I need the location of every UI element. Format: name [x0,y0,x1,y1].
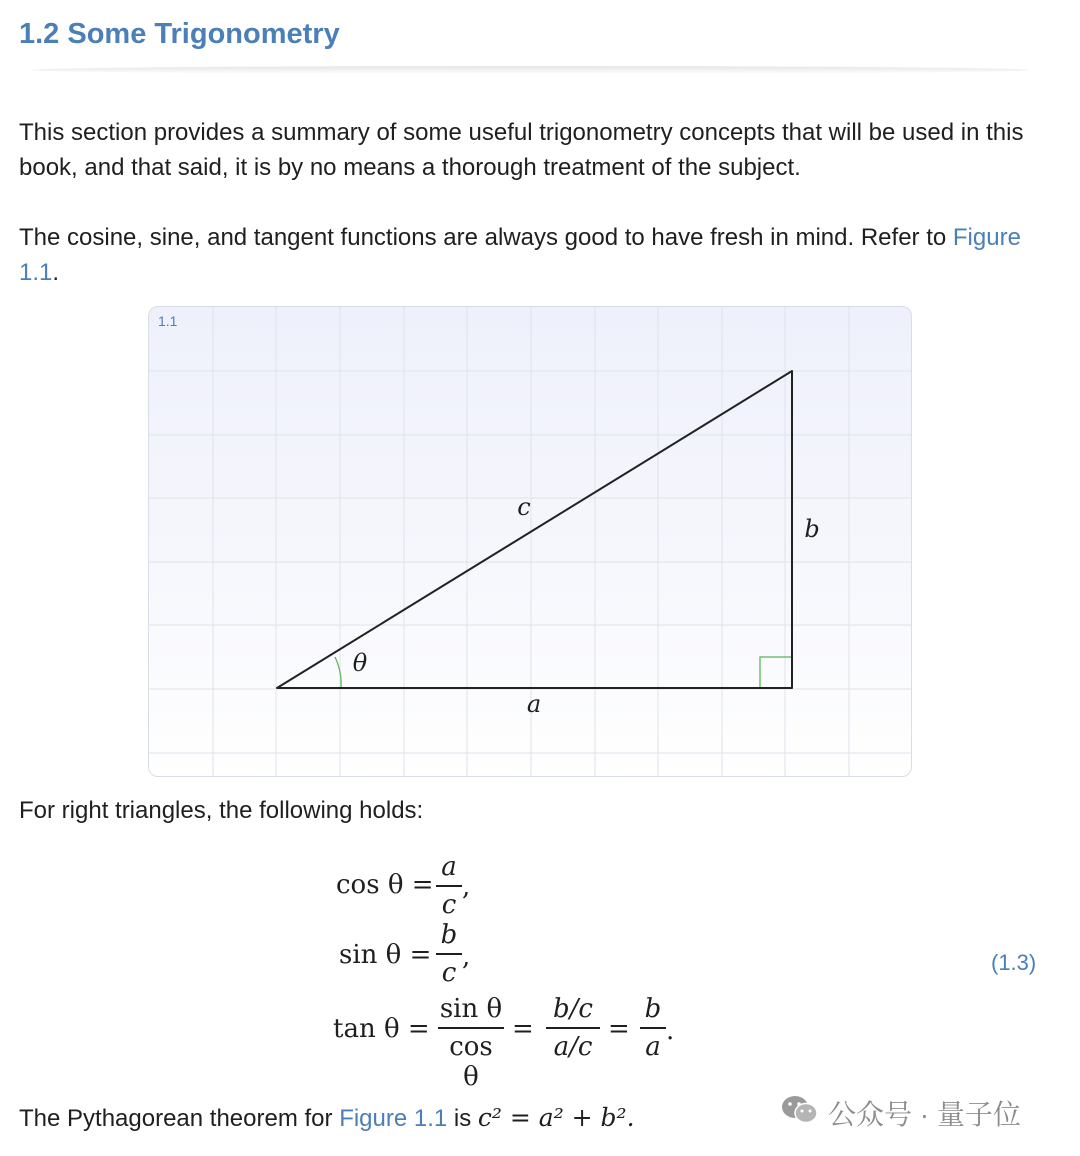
cos-lhs: cos θ = [336,870,434,900]
tan-f3-numerator: b [644,994,662,1024]
watermark [780,1093,1021,1133]
sin-denominator: c [441,957,457,988]
cos-numerator: a [441,852,457,882]
pyth-is: is [447,1105,478,1132]
tan-f3-denominator: a [645,1031,661,1062]
label-theta: θ [352,649,368,677]
pyth-text: The Pythagorean theorem for [19,1105,340,1132]
cos-fraction [436,852,462,920]
tan-f1-numerator: sin θ [439,994,503,1024]
functions-paragraph [19,220,1059,290]
equation-number: (1.3) [991,950,1037,975]
tan-fraction-2 [546,994,600,1062]
label-b: b [804,515,820,543]
label-c: c [517,493,531,521]
figure-number: 1.1 [158,313,178,329]
sin-tail: , [462,942,471,972]
functions-end: . [52,259,60,286]
right-angle-marker [760,657,792,688]
sin-lhs: sin θ = [339,940,432,970]
intro-paragraph: This section provides a summary of some useful trigonometry concepts that will be used in this book, and that said, it is by no means a thorough treatment of the subject. [19,119,1024,181]
watermark-text: 公众号 · 量子位 [828,1099,1021,1130]
tan-f2-numerator: b/c [553,994,593,1024]
triangle [277,371,792,688]
tan-tail: . [666,1016,675,1046]
label-a: a [526,690,542,718]
triangle-diagram [149,307,912,777]
tan-eq-2: = [512,1014,534,1044]
tan-fraction-1 [438,994,504,1092]
sin-numerator: b [440,920,458,950]
cos-denominator: c [441,889,457,920]
tan-eq-3: = [608,1014,630,1044]
pythagorean-paragraph [19,1100,759,1136]
figure-link-2[interactable]: Figure 1.1 [339,1105,448,1132]
right-triangles-paragraph: For right triangles, the following holds: [19,797,424,824]
tan-f1-denominator: cos θ [449,1031,493,1092]
figure-link[interactable]: Figure 1.1 [19,224,1021,286]
sin-fraction [436,920,462,988]
tan-lhs: tan θ = [333,1014,430,1044]
title-divider [30,66,1030,74]
section-title: 1.2 Some Trigonometry [19,18,340,50]
functions-text: The cosine, sine, and tangent functions are always good to have fresh in mind. Refer to [19,224,953,251]
pythagorean-expression: c² = a² + b². [477,1103,635,1132]
triangle-figure [148,306,912,777]
tan-f2-denominator: a/c [553,1031,593,1062]
tan-fraction-3 [640,994,666,1062]
wechat-icon [780,1094,820,1133]
cos-tail: , [462,872,471,902]
